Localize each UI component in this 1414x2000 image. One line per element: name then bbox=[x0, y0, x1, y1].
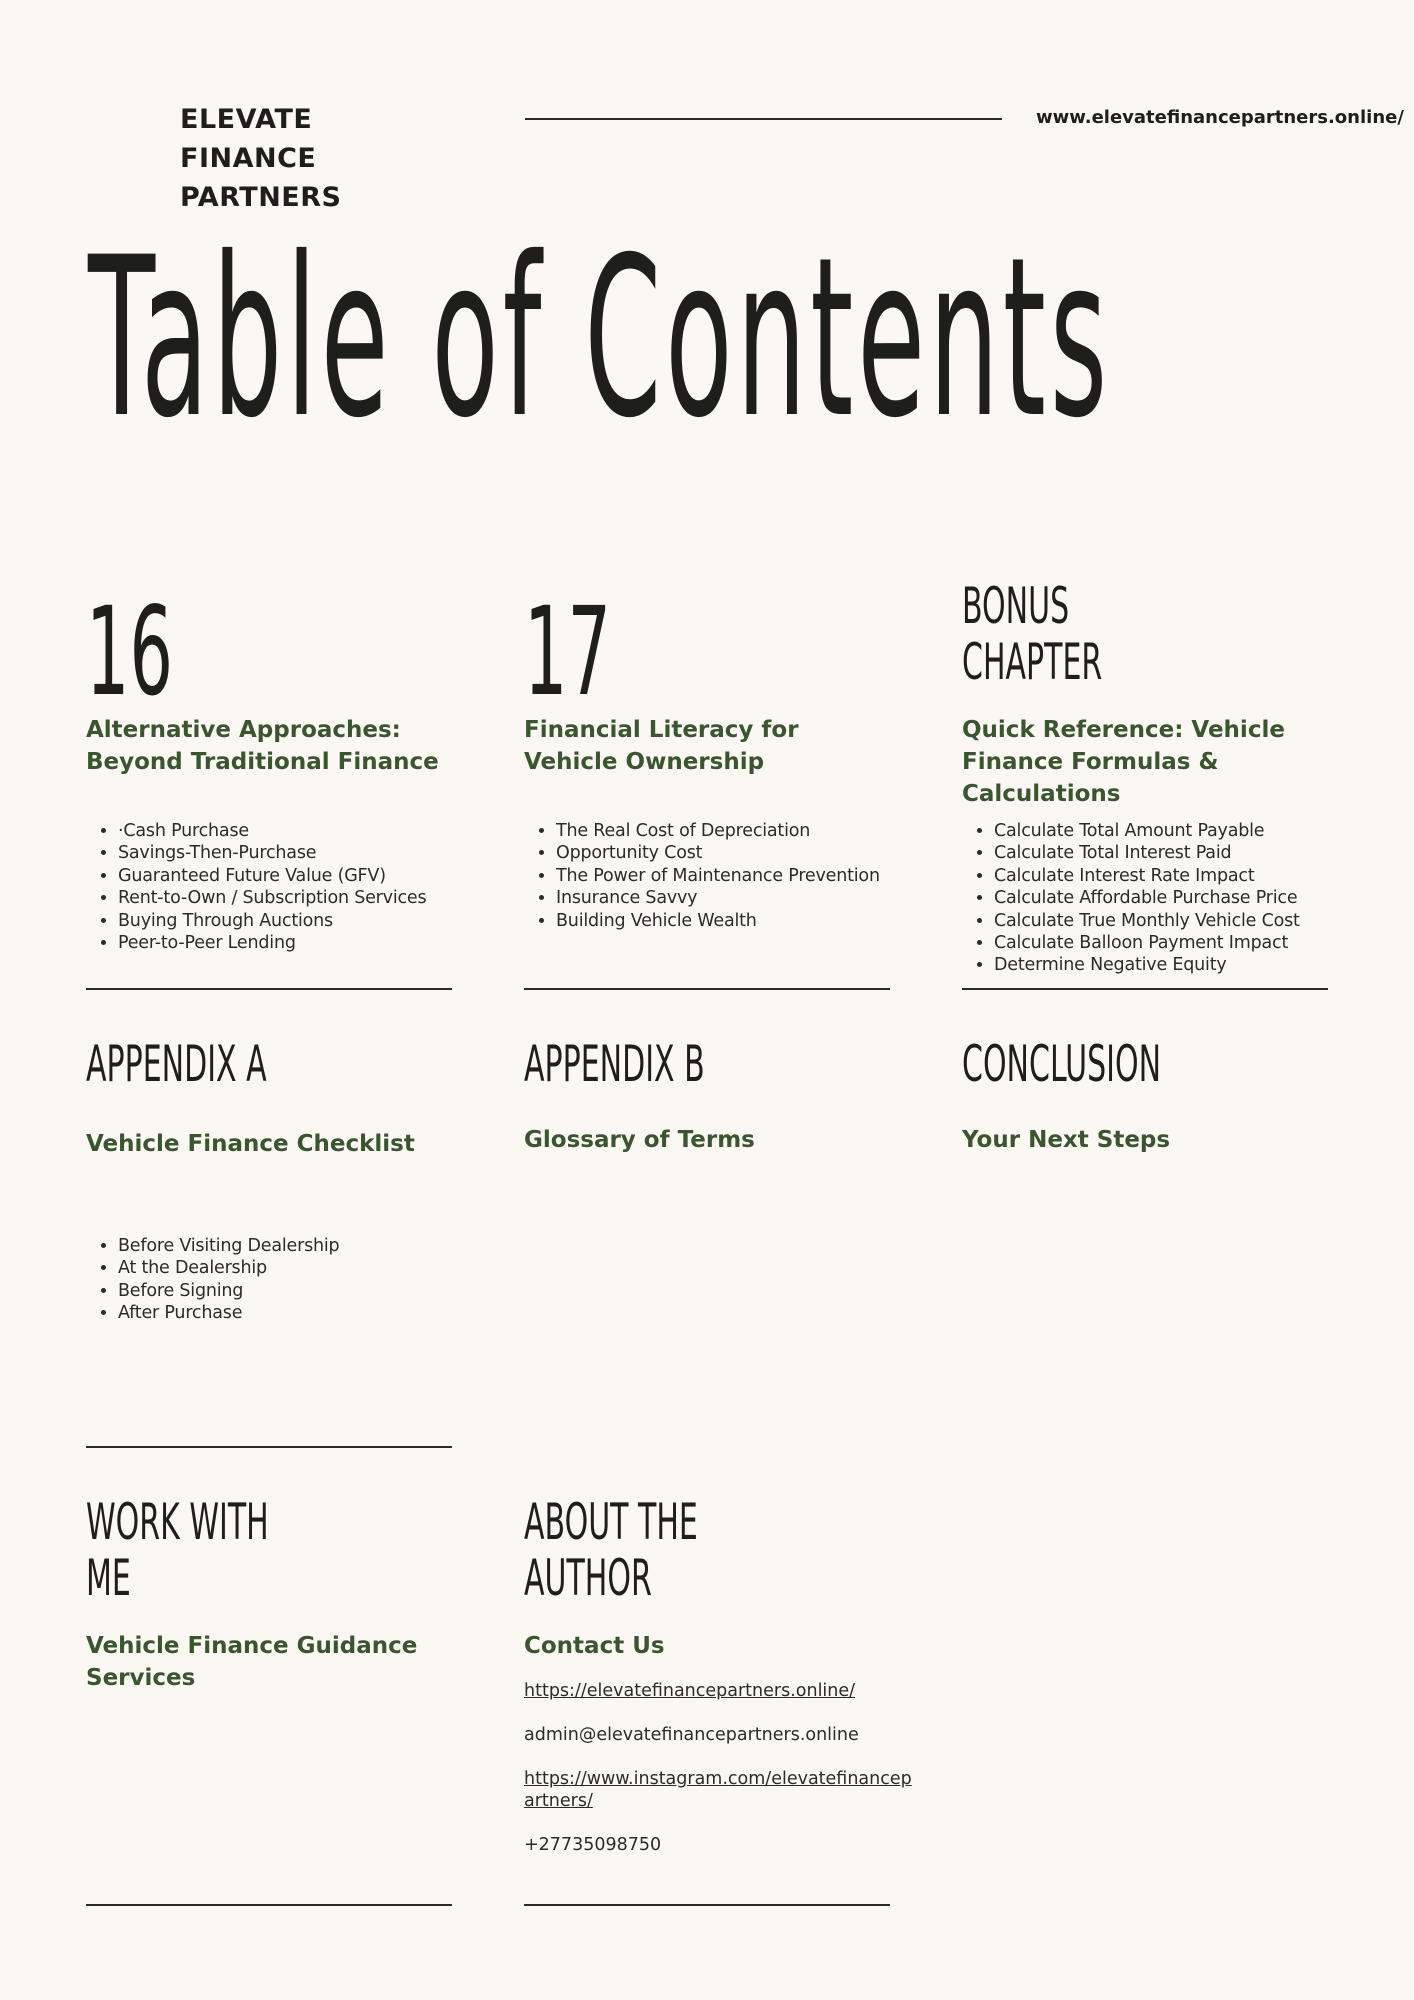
list-item: • ·Cash Purchase bbox=[118, 820, 426, 842]
section-divider bbox=[962, 988, 1328, 990]
section-divider bbox=[524, 1904, 890, 1906]
heading-line: AUTHOR bbox=[524, 1549, 652, 1607]
list-item: • Calculate True Monthly Vehicle Cost bbox=[994, 910, 1300, 932]
list-item: • Savings-Then-Purchase bbox=[118, 842, 426, 864]
heading-line: WORK WITH bbox=[86, 1493, 269, 1551]
topic-list bbox=[86, 1235, 339, 1325]
contact-email: admin@elevatefinancepartners.online bbox=[524, 1725, 859, 1745]
section-heading: CONCLUSION bbox=[962, 1035, 1162, 1093]
list-item: • Guaranteed Future Value (GFV) bbox=[118, 865, 426, 887]
section-subtitle: Alternative Approaches: Beyond Traditional Finance bbox=[86, 717, 439, 775]
heading-line: CHAPTER bbox=[962, 633, 1103, 691]
section-subtitle: Vehicle Finance Guidance Services bbox=[86, 1633, 418, 1691]
section-subtitle: Glossary of Terms bbox=[524, 1127, 755, 1153]
section-heading: APPENDIX A bbox=[86, 1035, 267, 1093]
list-item: • Opportunity Cost bbox=[556, 842, 880, 864]
contact-website[interactable] bbox=[524, 1680, 855, 1702]
list-item: • The Real Cost of Depreciation bbox=[556, 820, 880, 842]
page-title: Table of Contents bbox=[88, 210, 1112, 466]
section-divider bbox=[86, 988, 452, 990]
instagram-link[interactable] bbox=[524, 1769, 912, 1811]
section-subtitle: Contact Us bbox=[524, 1633, 665, 1659]
list-item: • At the Dealership bbox=[118, 1257, 339, 1279]
section-heading bbox=[86, 1494, 269, 1606]
topic-list bbox=[962, 820, 1300, 977]
instagram-link-line: https://www.instagram.com/elevatefinancep bbox=[524, 1769, 912, 1789]
list-item: • Calculate Total Interest Paid bbox=[994, 842, 1300, 864]
list-item: • Calculate Total Amount Payable bbox=[994, 820, 1300, 842]
section-subtitle: Your Next Steps bbox=[962, 1127, 1171, 1153]
heading-line: BONUS bbox=[962, 577, 1070, 635]
website-link[interactable]: https://elevatefinancepartners.online/ bbox=[524, 1681, 856, 1701]
section-divider bbox=[86, 1904, 452, 1906]
list-item: • Buying Through Auctions bbox=[118, 910, 426, 932]
chapter-number: 17 bbox=[524, 581, 611, 723]
brand-line: FINANCE bbox=[180, 143, 317, 174]
section-divider bbox=[524, 988, 890, 990]
heading-line: ABOUT THE bbox=[524, 1493, 698, 1551]
heading-line: ME bbox=[86, 1549, 131, 1607]
section-subtitle: Vehicle Finance Checklist bbox=[86, 1131, 415, 1157]
list-item: • Determine Negative Equity bbox=[994, 954, 1300, 976]
list-item: • Insurance Savvy bbox=[556, 887, 880, 909]
section-heading bbox=[524, 1494, 698, 1606]
list-item: • After Purchase bbox=[118, 1302, 339, 1324]
topic-list bbox=[86, 820, 426, 954]
section-subtitle: Financial Literacy for Vehicle Ownership bbox=[524, 717, 799, 775]
contact-phone: +27735098750 bbox=[524, 1835, 662, 1855]
section-divider bbox=[86, 1446, 452, 1448]
list-item: • Calculate Affordable Purchase Price bbox=[994, 887, 1300, 909]
section-subtitle: Quick Reference: Vehicle Finance Formulas & Calculations bbox=[962, 717, 1285, 807]
list-item: • Rent-to-Own / Subscription Services bbox=[118, 887, 426, 909]
header-divider bbox=[525, 118, 1002, 120]
list-item: • Peer-to-Peer Lending bbox=[118, 932, 426, 954]
list-item: • Calculate Interest Rate Impact bbox=[994, 865, 1300, 887]
brand-logo-text bbox=[180, 100, 400, 217]
section-chapter-17 bbox=[524, 581, 894, 723]
header-website: www.elevatefinancepartners.online/ bbox=[1036, 107, 1404, 128]
list-item: • Calculate Balloon Payment Impact bbox=[994, 932, 1300, 954]
brand-line: PARTNERS bbox=[180, 182, 342, 213]
brand-line: ELEVATE bbox=[180, 104, 313, 135]
list-item: • The Power of Maintenance Prevention bbox=[556, 865, 880, 887]
instagram-link-line: artners/ bbox=[524, 1791, 593, 1811]
topic-list bbox=[524, 820, 880, 932]
list-item: • Before Signing bbox=[118, 1280, 339, 1302]
list-item: • Building Vehicle Wealth bbox=[556, 910, 880, 932]
section-heading bbox=[962, 578, 1102, 690]
chapter-number: 16 bbox=[86, 581, 173, 723]
list-item: • Before Visiting Dealership bbox=[118, 1235, 339, 1257]
section-chapter-16 bbox=[86, 581, 456, 723]
section-heading: APPENDIX B bbox=[524, 1035, 705, 1093]
contact-instagram[interactable] bbox=[524, 1768, 912, 1812]
